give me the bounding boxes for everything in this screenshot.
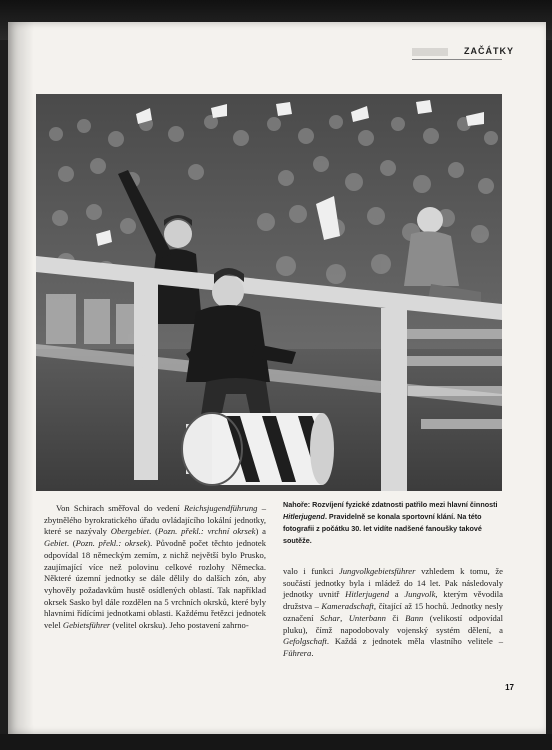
- page-gutter-shadow: [8, 22, 34, 734]
- text-run: Von Schirach směřoval do vedení: [56, 503, 184, 513]
- term: Schar: [320, 612, 341, 623]
- text-run: . (: [149, 526, 158, 537]
- body-text-left-column: [44, 503, 266, 632]
- term: Reichsjugendführung: [183, 503, 258, 513]
- header-tab: [412, 48, 448, 56]
- term: Bann: [405, 612, 424, 623]
- term: Unterbann: [348, 612, 386, 623]
- caption-text: . Pravidelně se konala sportovní klání. Na této fotografii z počátku 30. let vidíte nadšené fanoušky takové soutěže.: [283, 512, 482, 545]
- term: Gebiet: [44, 538, 67, 549]
- page-number: 17: [505, 683, 514, 692]
- term: Gefolgschaft: [283, 636, 327, 647]
- text-run: . (: [66, 538, 76, 549]
- text-run: , kterým věvodila družstva –: [283, 589, 503, 612]
- paragraph: [283, 566, 503, 660]
- text-run: valo i funkci: [283, 566, 339, 576]
- text-run: ,: [340, 612, 349, 623]
- crowd-photo: [36, 94, 502, 491]
- term: Hitlerjugend: [345, 589, 390, 600]
- term: Führera: [283, 647, 312, 658]
- text-run: ) a: [255, 526, 266, 537]
- caption-label: Nahoře:: [283, 500, 311, 509]
- term: Obergebiet: [110, 526, 150, 537]
- text-run: .: [311, 647, 314, 658]
- text-run: a: [389, 589, 405, 600]
- term: Jungvolk: [404, 589, 436, 600]
- book-bottom-edge: [0, 734, 552, 750]
- section-header: ZAČÁTKY: [464, 46, 514, 56]
- body-text-right-column: [283, 566, 503, 660]
- term: Gebietsführer: [62, 620, 111, 631]
- text-run: ). Původně počet těchto jednotek odpovídal 18 německým zemím, z nichž největší bylo Prusko, zaujímající více než polovinu celkové rozlohy Německa. Některé územní jednotky se dále dělily do dalších zón, aby vyhověly požadavkům hustě osídlených oblastí. Tak například okrsek Sasko byl dále rozdělen na 5 vrchních okrsků, které byly hlavními řídícími jednotkami oblasti. Každému řetězci jednotek velel: [44, 538, 266, 631]
- text-run: či: [385, 612, 406, 623]
- text-run: , čítající až 15 hochů. Jednotky nesly označení: [283, 601, 503, 623]
- translator-note: Pozn. překl.: vrchní okrsek: [157, 526, 256, 537]
- crowd-photo-graphic: [36, 94, 502, 491]
- header-rule: [412, 59, 502, 60]
- caption-term: Hitlerjugend: [283, 512, 325, 521]
- paragraph: [44, 503, 266, 632]
- text-run: – zbytnělého byrokratického úřadu ovládajícího lokální jednotky, které se nazývaly: [44, 503, 266, 537]
- text-run: vzhledem k tomu, že součástí jednotky byla i mládež do 14 let. Pak následovaly jednotky uvnitř: [283, 566, 503, 600]
- text-run: (velitel okrsku). Jeho postavení zahrno-: [110, 620, 249, 631]
- text-run: (velikostí odpovídal pluku), čímž napodobovaly vojenský systém dělení, a: [283, 612, 504, 635]
- text-run: . Každá z jednotek měla vlastního velitele –: [326, 636, 503, 647]
- photo-caption: [283, 499, 503, 547]
- term: Kameradschaft: [321, 601, 374, 612]
- caption-text: Rozvíjení fyzické zdatnosti patřilo mezi hlavní činnosti: [310, 500, 498, 509]
- translator-note: Pozn. překl.: okrsek: [75, 538, 148, 549]
- term: Jungvolkgebietsführer: [338, 566, 416, 576]
